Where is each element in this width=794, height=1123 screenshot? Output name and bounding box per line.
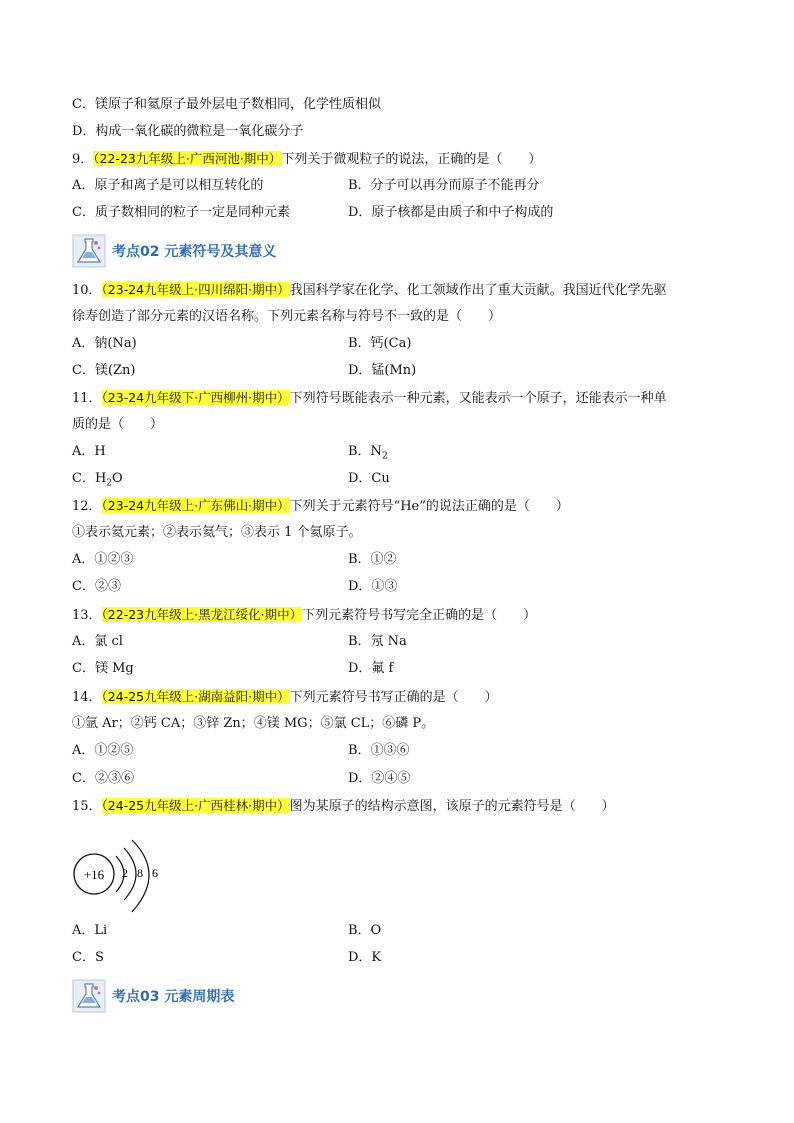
q15-number: 15．: [72, 799, 102, 814]
section-header-02: [72, 234, 276, 268]
flask-icon: [72, 979, 106, 1013]
q8-option-d: D．构成一氧化碳的微粒是一氧化碳分子: [72, 124, 304, 139]
q13-option-a: A．氯 cl: [72, 634, 123, 649]
q11-option-b-subscript: 2: [381, 451, 388, 462]
q13-number: 13．: [72, 608, 102, 623]
q9-option-b: B．分子可以再分而原子不能再分: [348, 178, 540, 193]
q15-source-tag: （24-25九年级上·广西桂林·期中）: [101, 798, 290, 813]
q14-number: 14．: [72, 690, 102, 705]
q11-option-d: D．Cu: [348, 471, 390, 486]
q8-option-c: C．镁原子和氦原子最外层电子数相同，化学性质相似: [72, 97, 381, 112]
q14-option-d: D．②④⑤: [348, 771, 411, 786]
q12-option-c: C．②③: [72, 579, 121, 594]
q9-text: 下列关于微观粒子的说法，正确的是（ ）: [281, 152, 542, 167]
q10-stem-line2: 徐寿创造了部分元素的汉语名称。下列元素名称与符号不一致的是（ ）: [72, 309, 502, 324]
q10-option-c: C．镁(Zn): [72, 363, 136, 378]
q12-option-b: B．①②: [348, 552, 397, 567]
q14-statements: ①氩 Ar；②钙 CA；③锌 Zn；④镁 MG；⑤氯 CL；⑥磷 P。: [72, 716, 435, 731]
q12-option-d: D．①③: [348, 579, 398, 594]
q14-option-c: C．②③⑥: [72, 771, 134, 786]
q11-option-c-subscript: 2: [106, 478, 113, 489]
flask-icon: [72, 234, 106, 268]
q10-stem-line1: [72, 281, 667, 300]
q11-option-a: A．H: [72, 444, 106, 459]
q15-option-b: B．O: [348, 923, 382, 938]
q11-stem-line2: 质的是（ ）: [72, 417, 164, 432]
q11-number: 11．: [72, 391, 102, 406]
q15-stem: [72, 797, 615, 816]
shell-2-electrons: 8: [137, 866, 143, 880]
q9-number: 9．: [72, 152, 94, 167]
section-title-02: 考点02 元素符号及其意义: [112, 244, 277, 260]
q15-option-d: D．K: [348, 950, 382, 965]
q12-source-tag: （23-24九年级上·广东佛山·期中）: [101, 498, 290, 513]
q11-stem-line1: [72, 389, 667, 408]
q11-text-1: 下列符号既能表示一种元素，又能表示一个原子，还能表示一种单: [289, 391, 667, 406]
q13-text: 下列元素符号书写完全正确的是（ ）: [302, 608, 537, 623]
q15-text: 图为某原子的结构示意图，该原子的元素符号是（ ）: [289, 799, 615, 814]
q13-option-b: B．氖 Na: [348, 634, 407, 649]
q10-text-1: 我国科学家在化学、化工领域作出了重大贡献。我国近代化学先驱: [289, 283, 667, 298]
section-header-03: [72, 979, 234, 1013]
q12-option-a: A．①②③: [72, 552, 134, 567]
q9-source-tag: （22-23九年级上·广西河池·期中）: [93, 151, 282, 166]
q12-statements: ①表示氦元素；②表示氦气；③表示 1 个氦原子。: [72, 525, 362, 540]
q11-option-b: [348, 443, 388, 466]
q11-option-b-text: B．N: [348, 444, 382, 459]
shell-3-electrons: 6: [152, 866, 158, 880]
q14-option-a: A．①②⑤: [72, 743, 134, 758]
q10-option-b: B．钙(Ca): [348, 336, 412, 351]
q10-option-d: D．锰(Mn): [348, 363, 417, 378]
q14-option-b: B．①③⑥: [348, 743, 410, 758]
section-title-03: 考点03 元素周期表: [112, 989, 235, 1005]
q14-stem: [72, 688, 498, 707]
q13-stem: [72, 606, 536, 625]
q11-option-c-text: C．H: [72, 471, 107, 486]
q11-option-c: [72, 470, 123, 493]
q9-option-c: C．质子数相同的粒子一定是同种元素: [72, 205, 290, 220]
q12-number: 12．: [72, 499, 102, 514]
q15-option-a: A．Li: [72, 923, 108, 938]
atom-structure-diagram: [72, 836, 182, 916]
q10-option-a: A．钠(Na): [72, 336, 137, 351]
shell-1-electrons: 2: [122, 866, 128, 880]
q9-stem: [72, 150, 541, 169]
q13-option-d: D．氟 f: [348, 661, 394, 676]
q11-source-tag: （23-24九年级下·广西柳州·期中）: [101, 390, 290, 405]
q11-option-c-text-end: O: [112, 471, 123, 486]
q10-source-tag: （23-24九年级上·四川绵阳·期中）: [101, 282, 290, 297]
q14-source-tag: （24-25九年级上·湖南益阳·期中）: [101, 689, 290, 704]
q14-text: 下列元素符号书写正确的是（ ）: [289, 690, 498, 705]
q9-option-d: D．原子核都是由质子和中子构成的: [348, 205, 554, 220]
q12-stem: [72, 497, 569, 516]
q10-number: 10．: [72, 283, 102, 298]
q13-option-c: C．镁 Mg: [72, 661, 134, 676]
q9-option-a: A．原子和离子是可以相互转化的: [72, 178, 264, 193]
q15-option-c: C．S: [72, 950, 104, 965]
q12-text: 下列关于元素符号“He”的说法正确的是（ ）: [289, 499, 569, 514]
q13-source-tag: （22-23九年级上·黑龙江绥化·期中）: [101, 607, 303, 622]
nucleus-charge: +16: [83, 867, 105, 882]
